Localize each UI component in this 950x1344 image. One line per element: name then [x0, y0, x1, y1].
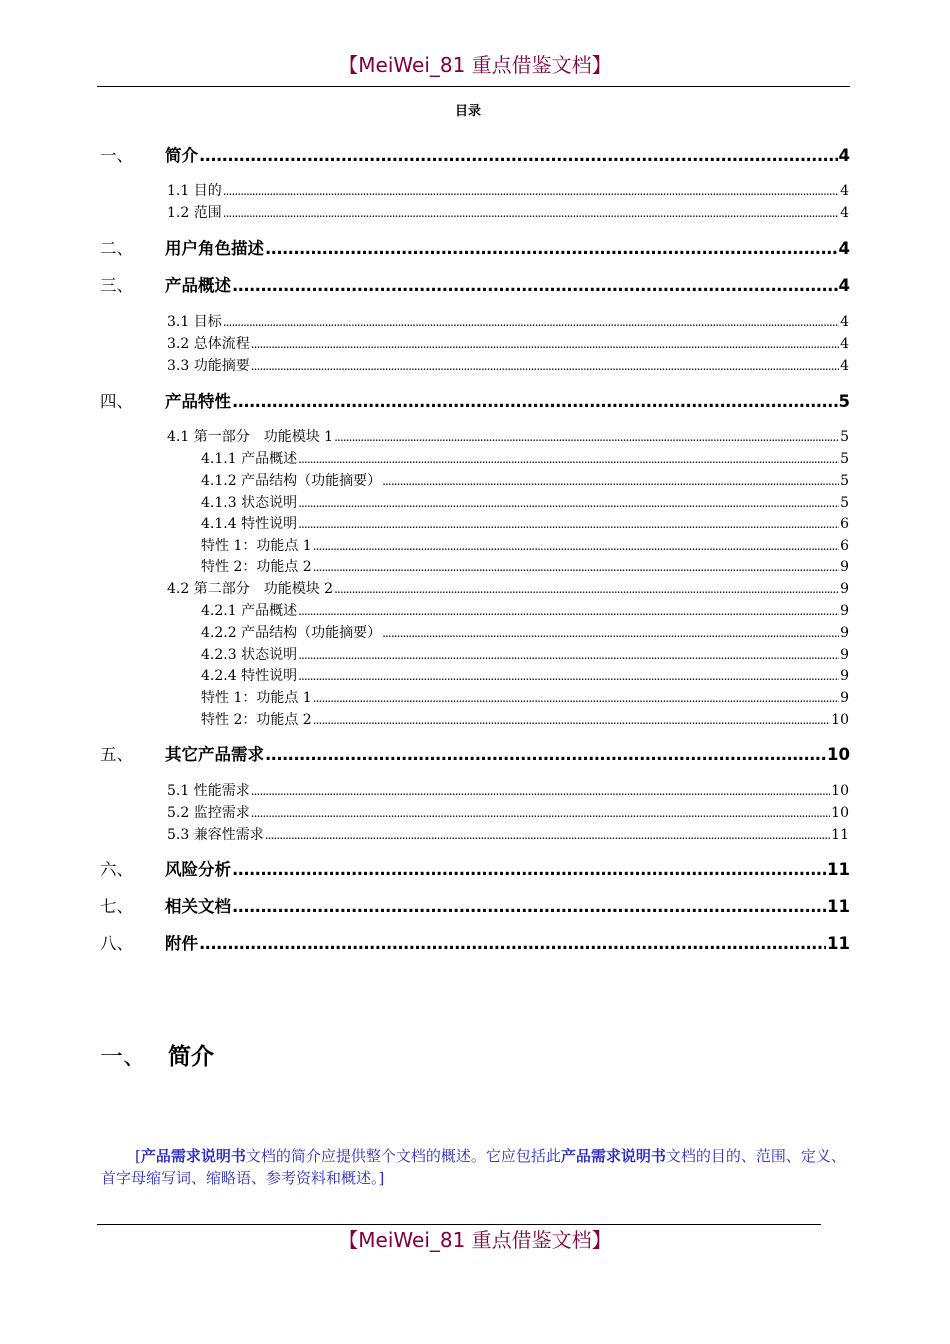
toc-entry-title: 4.1.1 产品概述	[201, 451, 298, 467]
toc-page-number: 9	[840, 690, 849, 706]
header-banner: 【MeiWei_81 重点借鉴文档】	[338, 53, 612, 77]
toc-entry-title: 5.3 兼容性需求	[167, 827, 264, 843]
toc-entry[interactable]	[201, 556, 849, 576]
toc-page-number: 9	[840, 625, 849, 641]
toc-entry[interactable]	[201, 448, 849, 468]
toc-page-number: 5	[840, 429, 849, 445]
toc-entry[interactable]	[201, 687, 849, 707]
toc-entry-number: 二、	[100, 239, 133, 258]
toc-page-number: 10	[831, 805, 849, 821]
intro-doc-name: 产品需求说明书	[560, 1147, 666, 1165]
toc-page-number: 4	[840, 358, 849, 374]
toc-entry-title: 用户角色描述	[165, 239, 264, 258]
toc-leader-dots	[232, 392, 838, 411]
toc-entry-title: 4.2.3 状态说明	[201, 647, 298, 663]
footer-rule	[97, 1224, 821, 1225]
toc-entry[interactable]	[100, 272, 850, 296]
toc-leader-dots	[199, 934, 826, 953]
intro-text: 文档的目的、范围、定义、首字母缩写词、缩略语、参考资料和概述。]	[101, 1147, 846, 1187]
toc-page-number: 9	[840, 581, 849, 597]
toc-entry[interactable]	[167, 202, 849, 222]
toc-entry-title: 简介	[165, 146, 198, 165]
toc-leader-dots	[232, 860, 826, 879]
toc-entry[interactable]	[100, 741, 850, 765]
toc-page-number: 10	[827, 745, 850, 764]
toc-entry-title: 4.2 第二部分 功能模块 2	[167, 581, 334, 597]
toc-leader-dots	[199, 146, 838, 165]
toc-entry-title: 特性 1：功能点 1	[201, 538, 312, 554]
toc-entry[interactable]	[100, 930, 850, 954]
toc-leader-dots	[313, 713, 830, 727]
toc-entry[interactable]	[201, 492, 849, 512]
toc-page-number: 5	[840, 495, 849, 511]
toc-entry-title: 3.2 总体流程	[167, 336, 250, 352]
toc-page-number: 4	[840, 336, 849, 352]
toc-leader-dots	[265, 239, 838, 258]
toc-entry-title: 5.2 监控需求	[167, 805, 250, 821]
toc-page-number: 4	[840, 205, 849, 221]
toc-entry-title: 特性 2：功能点 2	[201, 559, 312, 575]
toc-page-number: 4	[840, 183, 849, 199]
toc-page-number: 10	[831, 712, 849, 728]
toc-page-number: 9	[840, 559, 849, 575]
toc-page-number: 6	[840, 516, 849, 532]
toc-entry[interactable]	[201, 513, 849, 533]
toc-entry[interactable]	[167, 802, 849, 822]
toc-entry-title: 特性 1：功能点 1	[201, 690, 312, 706]
toc-page-number: 5	[838, 392, 850, 411]
toc-leader-dots	[298, 669, 839, 683]
toc-page-number: 11	[827, 897, 850, 916]
toc-page-number: 11	[827, 860, 850, 879]
toc-leader-dots	[265, 828, 830, 842]
toc-entry-title: 特性 2：功能点 2	[201, 712, 312, 728]
toc-leader-dots	[313, 560, 839, 574]
toc-entry-number: 七、	[100, 897, 133, 916]
toc-leader-dots	[382, 474, 839, 488]
toc-entry-title: 相关文档	[165, 897, 231, 916]
toc-leader-dots	[298, 496, 839, 510]
toc-entry[interactable]	[167, 180, 849, 200]
toc-entry-title: 产品概述	[165, 276, 231, 295]
toc-page-number: 9	[840, 647, 849, 663]
toc-page-number: 11	[831, 827, 849, 843]
toc-entry-number: 五、	[100, 745, 133, 764]
toc-entry-title: 产品特性	[165, 392, 231, 411]
toc-entry[interactable]	[167, 311, 849, 331]
toc-entry[interactable]	[167, 426, 849, 446]
toc-entry[interactable]	[167, 824, 849, 844]
toc-leader-dots	[298, 452, 839, 466]
toc-entry[interactable]	[201, 622, 849, 642]
section-title: 简介	[168, 1044, 214, 1070]
section-heading	[100, 1038, 214, 1071]
footer-banner: 【MeiWei_81 重点借鉴文档】	[338, 1228, 612, 1252]
toc-leader-dots	[251, 359, 839, 373]
toc-page-number: 4	[840, 314, 849, 330]
toc-entry-title: 1.2 范围	[167, 205, 222, 221]
toc-page-number: 10	[831, 783, 849, 799]
toc-entry-title: 风险分析	[165, 860, 231, 879]
toc-entry-number: 三、	[100, 276, 133, 295]
intro-text: 文档的简介应提供整个文档的概述。它应包括此	[245, 1147, 561, 1165]
toc-page-number: 9	[840, 603, 849, 619]
toc-leader-dots	[298, 604, 839, 618]
toc-leader-dots	[223, 315, 839, 329]
toc-entry-title: 3.1 目标	[167, 314, 222, 330]
intro-paragraph	[101, 1145, 846, 1189]
toc-entry[interactable]	[201, 470, 849, 490]
toc-leader-dots	[251, 784, 830, 798]
toc-entry[interactable]	[167, 780, 849, 800]
toc-entry-number: 一、	[100, 146, 133, 165]
toc-title: 目录	[454, 104, 481, 119]
toc-entry[interactable]	[167, 333, 849, 353]
toc-leader-dots	[223, 206, 839, 220]
toc-entry-number: 四、	[100, 392, 133, 411]
toc-entry[interactable]	[167, 355, 849, 375]
toc-page-number: 5	[840, 451, 849, 467]
toc-entry[interactable]	[100, 893, 850, 917]
toc-leader-dots	[232, 897, 826, 916]
toc-page-number: 9	[840, 668, 849, 684]
toc-entry-title: 4.1 第一部分 功能模块 1	[167, 429, 334, 445]
toc-entry-title: 1.1 目的	[167, 183, 222, 199]
toc-leader-dots	[251, 806, 830, 820]
toc-entry-title: 4.1.2 产品结构（功能摘要）	[201, 473, 382, 489]
toc-entry-title: 其它产品需求	[165, 745, 264, 764]
toc-page-number: 4	[838, 239, 850, 258]
toc-entry-title: 3.3 功能摘要	[167, 358, 250, 374]
toc-entry-title: 4.2.2 产品结构（功能摘要）	[201, 625, 382, 641]
toc-entry-title: 4.2.4 特性说明	[201, 668, 298, 684]
toc-entry[interactable]	[201, 535, 849, 555]
intro-doc-name: 产品需求说明书	[140, 1147, 246, 1165]
toc-page-number: 6	[840, 538, 849, 554]
toc-entry[interactable]	[201, 665, 849, 685]
toc-leader-dots	[313, 691, 839, 705]
toc-page-number: 4	[838, 146, 850, 165]
toc-leader-dots	[313, 539, 839, 553]
toc-page-number: 5	[840, 473, 849, 489]
toc-entry[interactable]	[201, 600, 849, 620]
toc-entry[interactable]	[201, 709, 849, 729]
toc-entry[interactable]	[100, 388, 850, 412]
toc-entry-title: 4.1.3 状态说明	[201, 495, 298, 511]
toc-leader-dots	[223, 184, 839, 198]
toc-leader-dots	[265, 745, 826, 764]
toc-entry-number: 六、	[100, 860, 133, 879]
toc-entry[interactable]	[100, 235, 850, 259]
toc-entry-title: 4.2.1 产品概述	[201, 603, 298, 619]
toc-page-number: 4	[838, 276, 850, 295]
toc-entry[interactable]	[167, 578, 849, 598]
header-rule	[97, 86, 850, 87]
toc-entry[interactable]	[100, 856, 850, 880]
toc-leader-dots	[232, 276, 838, 295]
toc-entry-title: 4.1.4 特性说明	[201, 516, 298, 532]
toc-leader-dots	[298, 648, 839, 662]
toc-leader-dots	[298, 517, 839, 531]
toc-leader-dots	[334, 582, 839, 596]
intro-bracket: [	[135, 1147, 141, 1165]
toc-entry[interactable]	[201, 644, 849, 664]
toc-entry-number: 八、	[100, 934, 133, 953]
toc-leader-dots	[334, 430, 839, 444]
toc-leader-dots	[382, 626, 839, 640]
toc-page-number: 11	[827, 934, 850, 953]
section-number: 一、	[100, 1044, 146, 1070]
toc-entry-title: 附件	[165, 934, 198, 953]
toc-entry-title: 5.1 性能需求	[167, 783, 250, 799]
toc-leader-dots	[251, 337, 839, 351]
toc-entry[interactable]	[100, 142, 850, 166]
